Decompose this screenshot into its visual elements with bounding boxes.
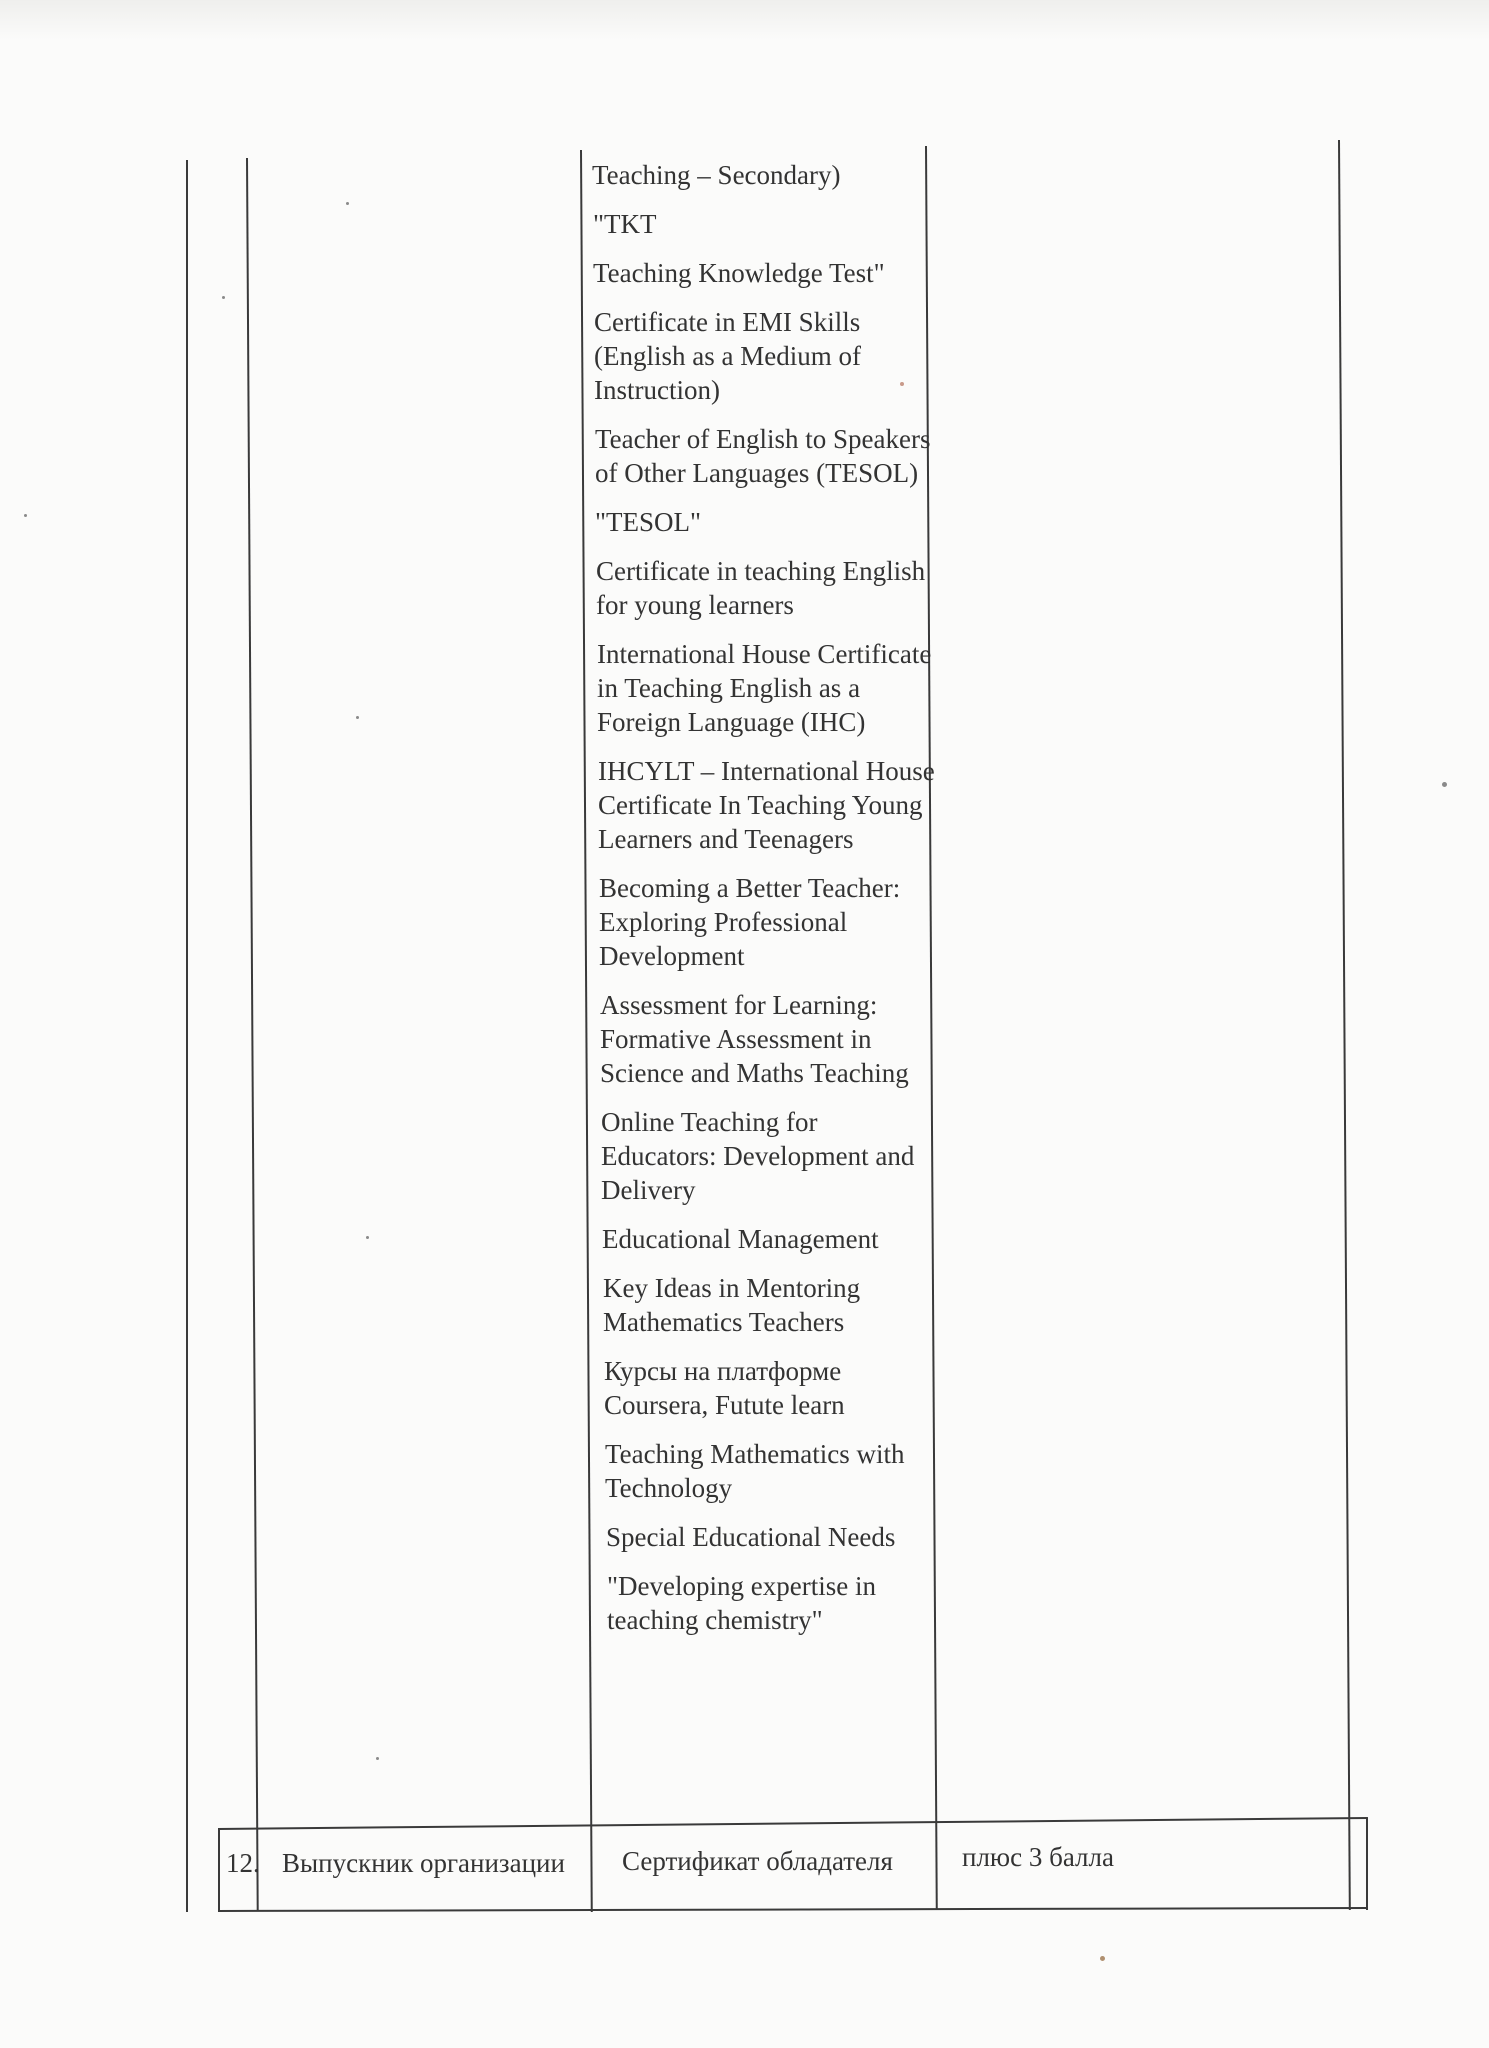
row-12-document: Сертификат обладателя bbox=[622, 1846, 893, 1876]
table-border-left bbox=[186, 160, 188, 1912]
row-12-top-border bbox=[218, 1817, 1368, 1830]
list-item: Курсы на платформе Coursera, Futute learn bbox=[604, 1356, 845, 1420]
table-column-divider-2 bbox=[580, 150, 593, 1912]
table-border-right bbox=[1338, 140, 1351, 1910]
list-item: Teacher of English to Speakers of Other Languages (TESOL) bbox=[595, 424, 931, 488]
list-item: Certificate in EMI Skills (English as a Medium of Instruction) bbox=[594, 307, 861, 405]
row-12-points: плюс 3 балла bbox=[962, 1842, 1114, 1872]
scan-speck bbox=[1100, 1956, 1105, 1961]
list-item: Special Educational Needs bbox=[606, 1522, 896, 1552]
scan-speck bbox=[356, 716, 359, 719]
list-item: Educational Management bbox=[602, 1224, 879, 1254]
table-border-left-outer bbox=[218, 1830, 220, 1910]
list-item: Key Ideas in Mentoring Mathematics Teachers bbox=[603, 1273, 861, 1337]
list-item: Becoming a Better Teacher: Exploring Professional Development bbox=[599, 873, 901, 971]
list-item: Teaching – Secondary) bbox=[592, 160, 841, 190]
certificate-list bbox=[592, 158, 938, 1652]
scan-speck bbox=[900, 382, 904, 386]
list-item: Teaching Knowledge Test" bbox=[593, 258, 885, 288]
list-item: IHCYLT – International House Certificate In Teaching Young Learners and Teenagers bbox=[598, 756, 935, 854]
row-12-right-border bbox=[1366, 1818, 1368, 1910]
table-column-divider-1 bbox=[246, 158, 259, 1910]
list-item: Assessment for Learning: Formative Assessment in Science and Maths Teaching bbox=[600, 990, 909, 1088]
scan-speck bbox=[24, 514, 27, 517]
list-item: Teaching Mathematics with Technology bbox=[605, 1439, 905, 1503]
row-12-number: 12. bbox=[226, 1848, 260, 1878]
scan-speck bbox=[376, 1757, 379, 1760]
list-item: "TESOL" bbox=[595, 507, 702, 537]
scan-speck bbox=[1442, 782, 1447, 787]
list-item: "Developing expertise in teaching chemistry" bbox=[607, 1571, 876, 1635]
list-item: Online Teaching for Educators: Development and Delivery bbox=[601, 1107, 915, 1205]
row-12-bottom-border bbox=[218, 1907, 1368, 1912]
row-12-criterion: Выпускник организации bbox=[282, 1848, 565, 1878]
scan-speck bbox=[222, 296, 225, 299]
list-item: "TKT bbox=[593, 209, 657, 239]
scan-speck bbox=[366, 1236, 369, 1239]
scan-speck bbox=[346, 202, 349, 205]
list-item: Certificate in teaching English for young learners bbox=[596, 556, 926, 620]
list-item: International House Certificate in Teaching English as a Foreign Language (IHC) bbox=[597, 639, 932, 737]
